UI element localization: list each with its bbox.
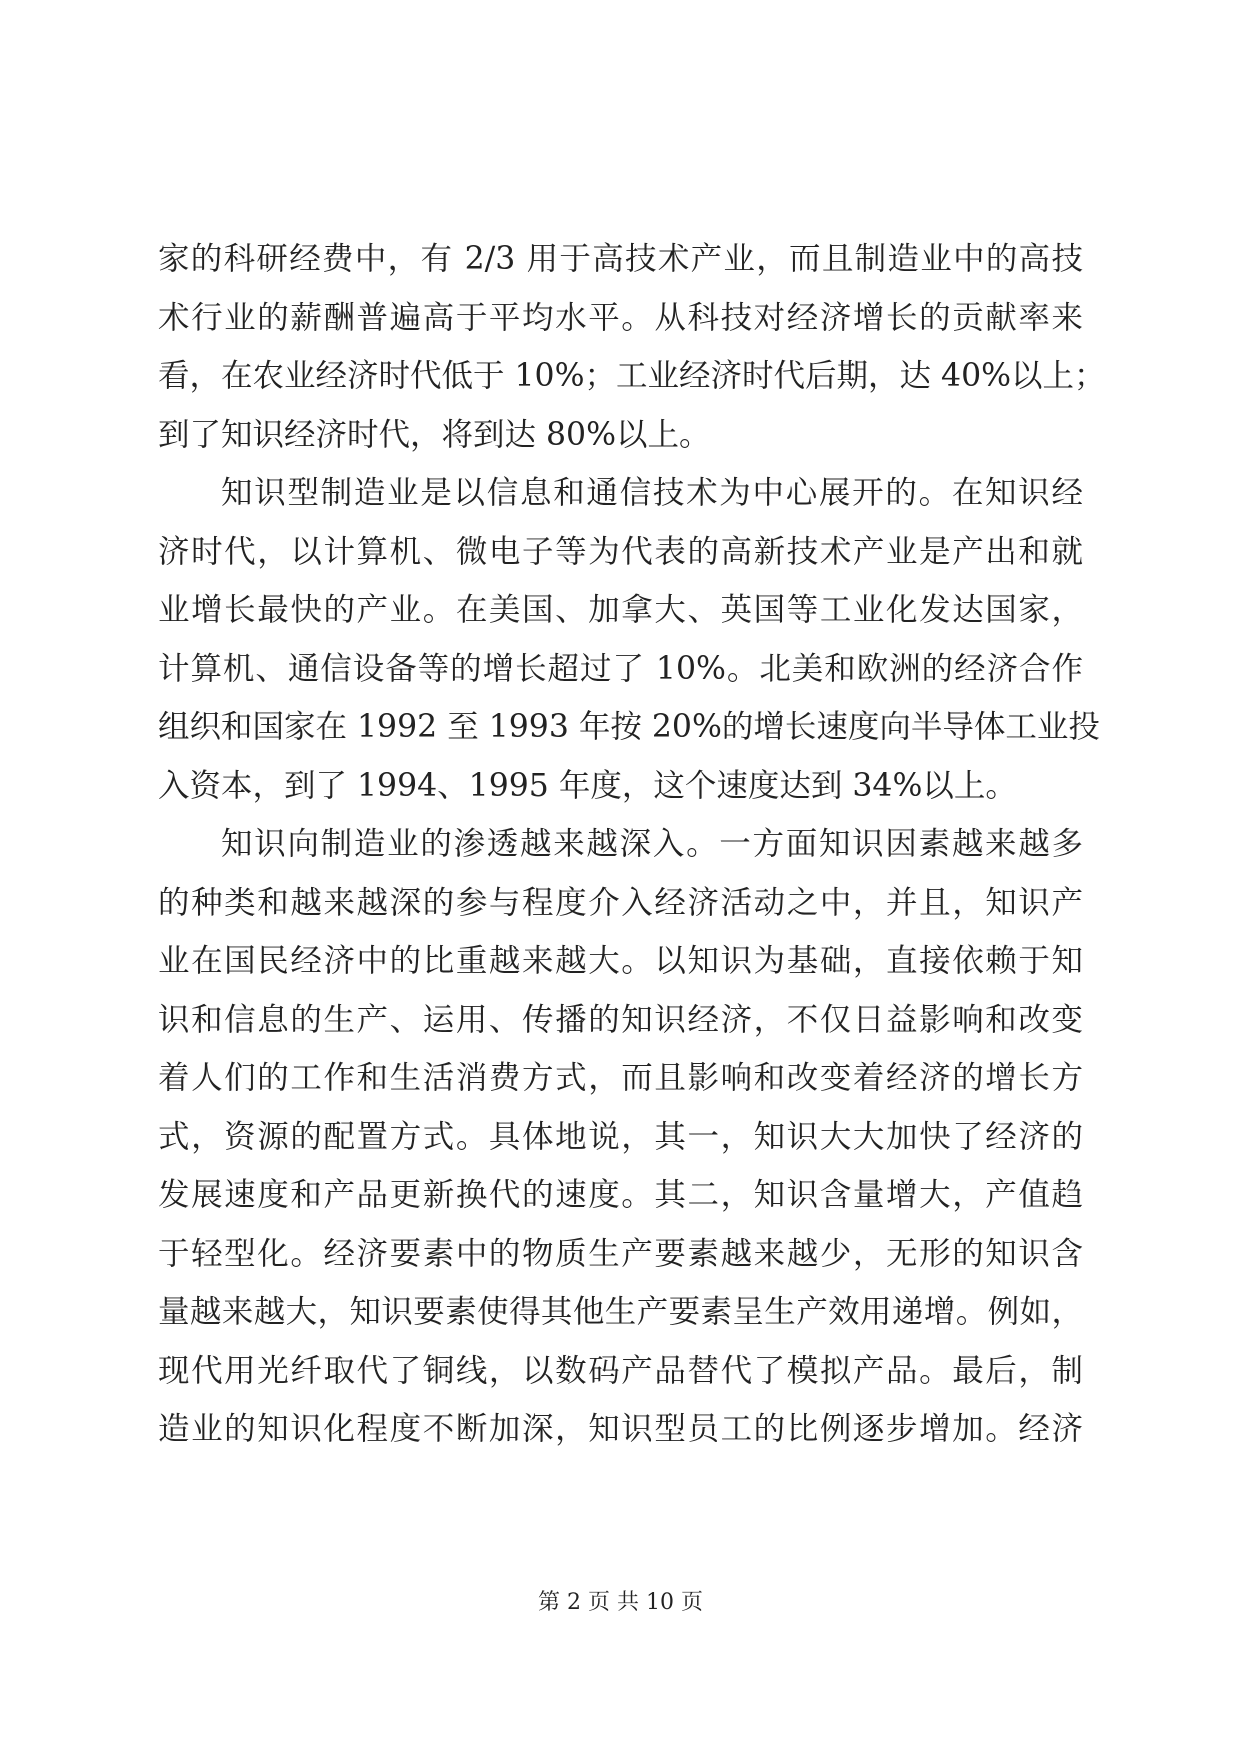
text-line: 家的科研经费中，有 2/3 用于高技术产业，而且制造业中的高技	[158, 241, 1083, 277]
text-line: 于轻型化。经济要素中的物质生产要素越来越少，无形的知识含	[158, 1235, 1083, 1272]
text-line: 计算机、通信设备等的增长超过了 10%。北美和欧洲的经济合作	[158, 650, 1083, 687]
text-line: 量越来越大，知识要素使得其他生产要素呈生产效用递增。例如，	[158, 1294, 1083, 1330]
paragraph-3	[158, 815, 1083, 1459]
page-number-label: 第 2 页 共 10 页	[538, 1590, 703, 1615]
text-line: 业增长最快的产业。在美国、加拿大、英国等工业化发达国家，	[158, 592, 1083, 628]
text-line: 发展速度和产品更新换代的速度。其二，知识含量增大，产值趋	[158, 1177, 1083, 1213]
document-body	[158, 230, 1106, 1459]
text-line: 到了知识经济时代，将到达 80%以上。	[158, 416, 711, 453]
paragraph-1	[158, 230, 1106, 464]
text-line: 着人们的工作和生活消费方式，而且影响和改变着经济的增长方	[158, 1060, 1083, 1096]
text-line: 识和信息的生产、运用、传播的知识经济，不仅日益影响和改变	[158, 1001, 1083, 1038]
text-line: 业在国民经济中的比重越来越大。以知识为基础，直接依赖于知	[158, 943, 1083, 979]
text-line: 造业的知识化程度不断加深，知识型员工的比例逐步增加。经济	[158, 1411, 1083, 1447]
text-line: 组织和国家在 1992 至 1993 年按 20%的增长速度向半导体工业投	[158, 709, 1100, 745]
text-line: 看，在农业经济时代低于 10%；工业经济时代后期，达 40%以上；	[158, 358, 1106, 394]
text-line: 式，资源的配置方式。具体地说，其一，知识大大加快了经济的	[158, 1118, 1083, 1155]
text-line: 入资本，到了 1994、1995 年度，这个速度达到 34%以上。	[158, 767, 1017, 804]
text-line: 现代用光纤取代了铜线，以数码产品替代了模拟产品。最后，制	[158, 1352, 1083, 1389]
text-line: 知识型制造业是以信息和通信技术为中心展开的。在知识经	[221, 475, 1083, 511]
paragraph-2	[158, 464, 1100, 815]
text-line: 知识向制造业的渗透越来越深入。一方面知识因素越来越多	[221, 826, 1083, 862]
text-line: 术行业的薪酬普遍高于平均水平。从科技对经济增长的贡献率来	[158, 299, 1083, 336]
text-line: 济时代，以计算机、微电子等为代表的高新技术产业是产出和就	[158, 533, 1083, 570]
text-line: 的种类和越来越深的参与程度介入经济活动之中，并且，知识产	[158, 884, 1083, 921]
page-number-footer	[0, 1588, 1241, 1618]
